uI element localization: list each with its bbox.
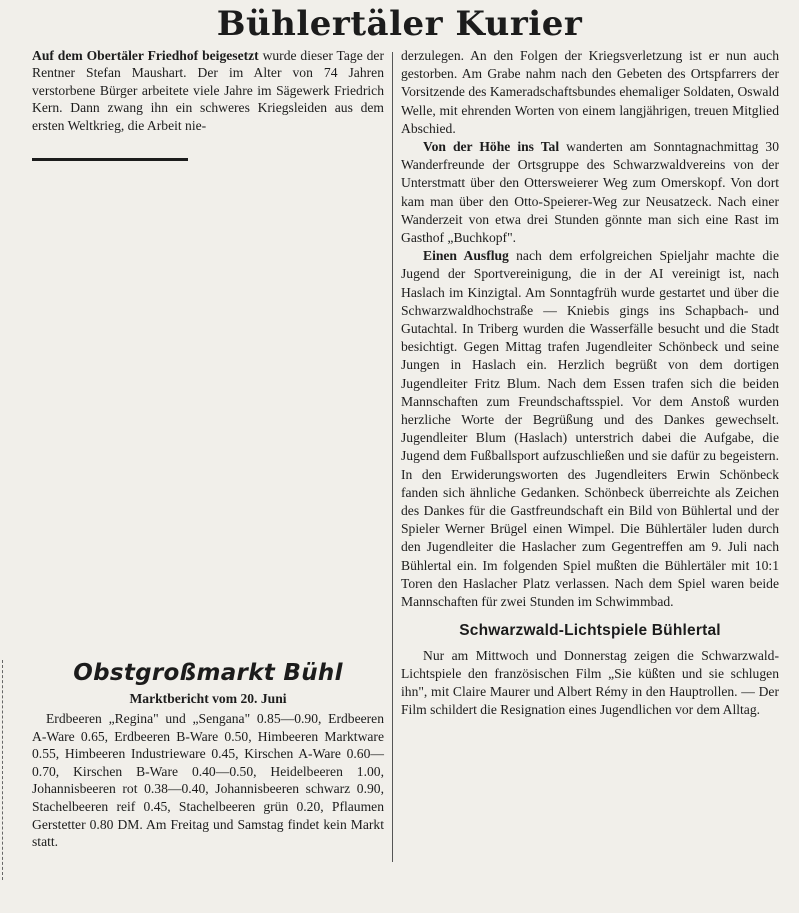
article-wanderung bbox=[401, 138, 779, 247]
right-column bbox=[401, 47, 779, 719]
market-report-subtitle: Marktbericht vom 20. Juni bbox=[129, 691, 287, 706]
left-column bbox=[32, 47, 384, 134]
column-divider bbox=[392, 52, 393, 862]
market-report-text: Erdbeeren „Regina" und „Sengana" 0.85—0.90, Erdbeeren A-Ware 0.65, Erdbeeren B-Ware 0.50, Himbeeren Marktware 0.55, Himbeeren Industrieware 0.45, Kirschen A-Ware 0.60—0.70, Kirschen B-Ware 0.40—0.50, Heidelbeeren 1.00, Johannisbeeren rot 0.38—0.40, Johannisbeeren schwarz 0.90, Stachelbeeren reif 0.45, Stachelbeeren grün 0.20, Pflaumen Gerstetter 0.80 DM. Am Freitag und Samstag findet kein Markt statt. bbox=[32, 711, 384, 850]
article-wanderung-text: wanderten am Sonntagnachmittag 30 Wanderfreunde der Ortsgruppe des Schwarzwaldvereins von der Unterstmatt über den Ottersweierer Weg zum Omerskopf. Von dort kam man über den Otto-Speierer-Weg zur Neusatzeck. Nach einer Wanderzeit von etwa drei Stunden gönnte man sich eine Rast im Gasthof „Buchkopf". bbox=[401, 139, 779, 246]
article-kino-text: Nur am Mittwoch und Donnerstag zeigen die Schwarzwald-Lichtspiele den französischen Film „Sie küßten und sie schlugen ihn", mit Claire Maurer und Albert Rémy in den Hauptrollen. — Der Film schildert die Resignation eines Jugendlichen vor dem Alltag. bbox=[401, 647, 779, 718]
article-ausflug bbox=[401, 247, 779, 611]
article-ausflug-text: nach dem erfolgreichen Spieljahr machte die Jugend der Sportvereinigung, die in der AI vereinigt ist, nach Haslach im Kinzigtal. Am Sonntagfrüh wurde gestartet und über die Schwarzwaldhochstraße — Kniebis gings ins Schapbach- und Gutachtal. In Triberg wurden die Wasserfälle besucht und die Stadt besichtigt. Gegen Mittag trafen Jugendleiter Schönbeck und seine Jungen in Haslach ein. Herzlich begrüßt von dem dortigen Jugendleiter Fritz Blum. Nach dem Essen trafen sich die beiden Mannschaften zum Freundschaftsspiel. Vor dem Anstoß wurden herzliche Worte der Begrüßung und des Dankes gewechselt. Jugendleiter Blum (Haslach) unterstrich dabei die Aufgabe, die Jugend dem Fußballsport aufzuschließen und sie dafür zu begeistern. In den Erwiderungsworten des Jugendleiters Erwin Schönbeck fanden sich ähnliche Gedanken. Schönbeck überreichte als Zeichen des Dankes für die Gastfreundschaft ein Bild von Bühlertal und der Spieler Werner Brügel einen Wimpel. Die Bühlertäler luden durch den Jugendleiter die Haslacher zum Gegentreffen am 9. Juli nach Bühlertal ein. Im folgenden Spiel mußten die Bühlertäler mit 10:1 Toren den Haslacher Platz verlassen. Nach dem Spiel waren beide Mannschaften für zwei Stunden im Schwimmbad. bbox=[401, 248, 779, 610]
market-report-title: Obstgroßmarkt Bühl bbox=[73, 660, 343, 686]
page-edge-marks bbox=[2, 660, 9, 880]
article-friedhof-lead: Auf dem Obertäler Friedhof beigesetzt bbox=[32, 48, 259, 63]
newspaper-masthead: Bühlertäler Kurier bbox=[216, 4, 583, 44]
article-wanderung-lead: Von der Höhe ins Tal bbox=[423, 139, 560, 155]
article-friedhof-part1 bbox=[32, 47, 384, 134]
separator-rule bbox=[32, 158, 188, 161]
market-report bbox=[32, 660, 384, 851]
article-friedhof-text-left: wurde dieser Tage der Rentner Stefan Maushart. Der im Alter von 74 Jahren verstorbene Bürger arbeitete viele Jahre im Sägewerk Friedrich Kern. Dann zwang ihn ein schweres Kriegsleiden aus dem ersten Weltkrieg, die Arbeit nie- bbox=[32, 48, 384, 133]
article-friedhof-part2: derzulegen. An den Folgen der Kriegsverletzung ist er nun auch gestorben. Am Grabe nahm nach den Gebeten des Ortspfarrers der Vorsitzende des Kameradschaftsbundes ehemaliger Soldaten, Oswald Welle, mit ehrenden Worten von einem langjährigen, treuen Mitglied Abschied. bbox=[401, 48, 779, 136]
cinema-heading: Schwarzwald-Lichtspiele Bühlertal bbox=[459, 622, 721, 640]
article-ausflug-lead: Einen Ausflug bbox=[423, 248, 509, 264]
